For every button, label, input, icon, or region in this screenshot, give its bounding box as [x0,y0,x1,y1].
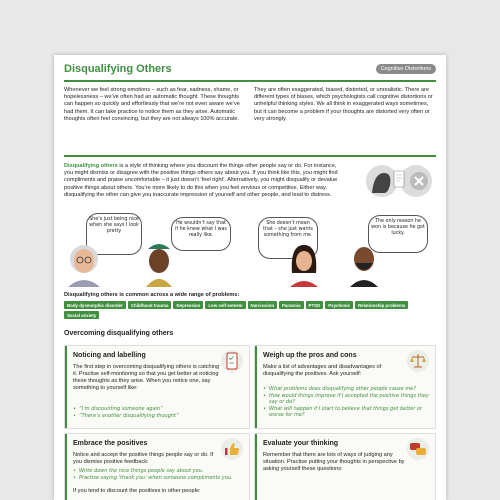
card-bullet: • How would things improve if I accepted the positive things they say or do? [263,393,431,406]
problem-tag: Body dysmorphic disorder [64,301,126,309]
card-title: Evaluate your thinking [263,440,339,447]
problems-list [64,301,436,319]
chat-bubbles-icon [407,438,429,460]
card-evaluate [254,433,436,500]
card-text: The first step in overcoming disqualifying others is catching it. Practise self-monitoring so that you get better at noticing these thoughts as they arise. When you notice one, say something to yourself like: [73,364,220,391]
man-cap-avatar [146,244,172,287]
card-title: Weigh up the pros and cons [263,352,357,359]
definition-text: is a style of thinking where you discount the things other people say or do. For instance, you might dismiss or disagree with the positive things others say about you. If you think like this, you might find compliments and praise uncomfortable – it just doesn’t ‘feel right’. Alternatively, you might disqualify or devalue positive things about others. You’re more likely to do this when you feel envious or competitive. Either way, disqualifying the other can give you inaccurate impression of yourself and other people, and lead to distress. [64,163,338,198]
problem-tag: Psychosis [325,301,353,309]
woman-glasses-avatar [68,245,100,287]
card-title: Embrace the positives [73,440,148,447]
definition-paragraph [64,163,346,199]
smartphone-checklist-icon [221,350,243,372]
page-title: Disqualifying Others [64,63,172,75]
intro-left: Whenever we feel strong emotions – such as fear, sadness, shame, or hopelessness – we’ve often had an automatic thought. These thoughts can happen so quickly and effortlessly that we’re not even aware we’ve had them. It can take practice to notice them as they arise. Automatic thoughts often feel convincing, but they are not always 100% accurate. [64,87,240,122]
problem-tag: Childhood trauma [128,301,172,309]
worksheet-page [54,55,446,500]
card-bullet: • “I’m discounting someone again” [73,406,243,413]
problem-tag: Narcissism [248,301,277,309]
problem-tag: Depression [173,301,203,309]
card-bullet: • Practise saying ‘thank you’ when someone compliments you. [73,475,243,482]
speech-bubble: She’s just being nice when she says I look pretty [86,213,142,255]
card-bullet: • What problems does disqualifying other people cause me? [263,386,431,393]
definition-term: Disqualifying others [64,163,118,169]
card-text: Remember that there are lots of ways of judging any situation. Practise putting your thoughts in perspective by asking yourself these questions: [263,452,405,472]
card-noticing [64,345,250,429]
overcoming-title: Overcoming disqualifying others [64,330,174,337]
illustrated-people [64,213,436,287]
woman-dark-hair-avatar [290,245,318,287]
speech-bubble: She doesn’t mean that – she just wants something from me. [258,217,318,259]
card-bullets [263,386,431,419]
intro-right: They are often exaggerated, biased, distorted, or unrealistic. There are different types of biases, which psychologists call cognitive distortions or unhelpful thinking styles. We all think in exaggerated ways sometimes, but it can become a problem if your thoughts are distorted very often or very strongly. [254,87,433,122]
scales-icon [407,350,429,372]
comparison-icon [364,163,436,199]
card-text-secondary: If you tend to discount the positives in other people: [73,488,201,494]
card-bullets [73,406,243,419]
card-bullet: • “There’s another disqualifying thought” [73,413,243,420]
card-text: Notice and accept the positive things people say or do. If you dismiss positive feedback: [73,452,214,465]
card-bullets [73,468,243,481]
card-text: Make a list of advantages and disadvantages of disqualifying the positives. Ask yourself: [263,364,382,377]
card-bullet: • What will happen if I start to believe that things get better or worse for me? [263,406,431,419]
speech-bubble: He wouldn’t say that if he knew what I was really like. [171,217,231,251]
problem-tag: Low self-esteem [205,301,245,309]
card-bullet: • Write down the nice things people say about you. [73,468,243,475]
problem-tag: Social anxiety [64,311,99,319]
problem-tag: PTSD [306,301,324,309]
category-tag: Cognitive Distortions [376,64,436,74]
section-divider [64,155,436,157]
problem-tag: Relationship problems [355,301,408,309]
card-pros-cons [254,345,436,429]
card-title: Noticing and labelling [73,352,146,359]
speech-bubble: The only reason he won is because he got lucky. [368,215,428,253]
problem-tag: Paranoia [279,301,304,309]
man-beard-avatar [350,247,378,287]
people-illustration [64,233,436,287]
problems-title: Disqualifying others is common across a wide range of problems: [64,292,240,298]
card-embrace [64,433,250,500]
title-divider [64,80,436,82]
thumbs-up-icon [221,438,243,460]
